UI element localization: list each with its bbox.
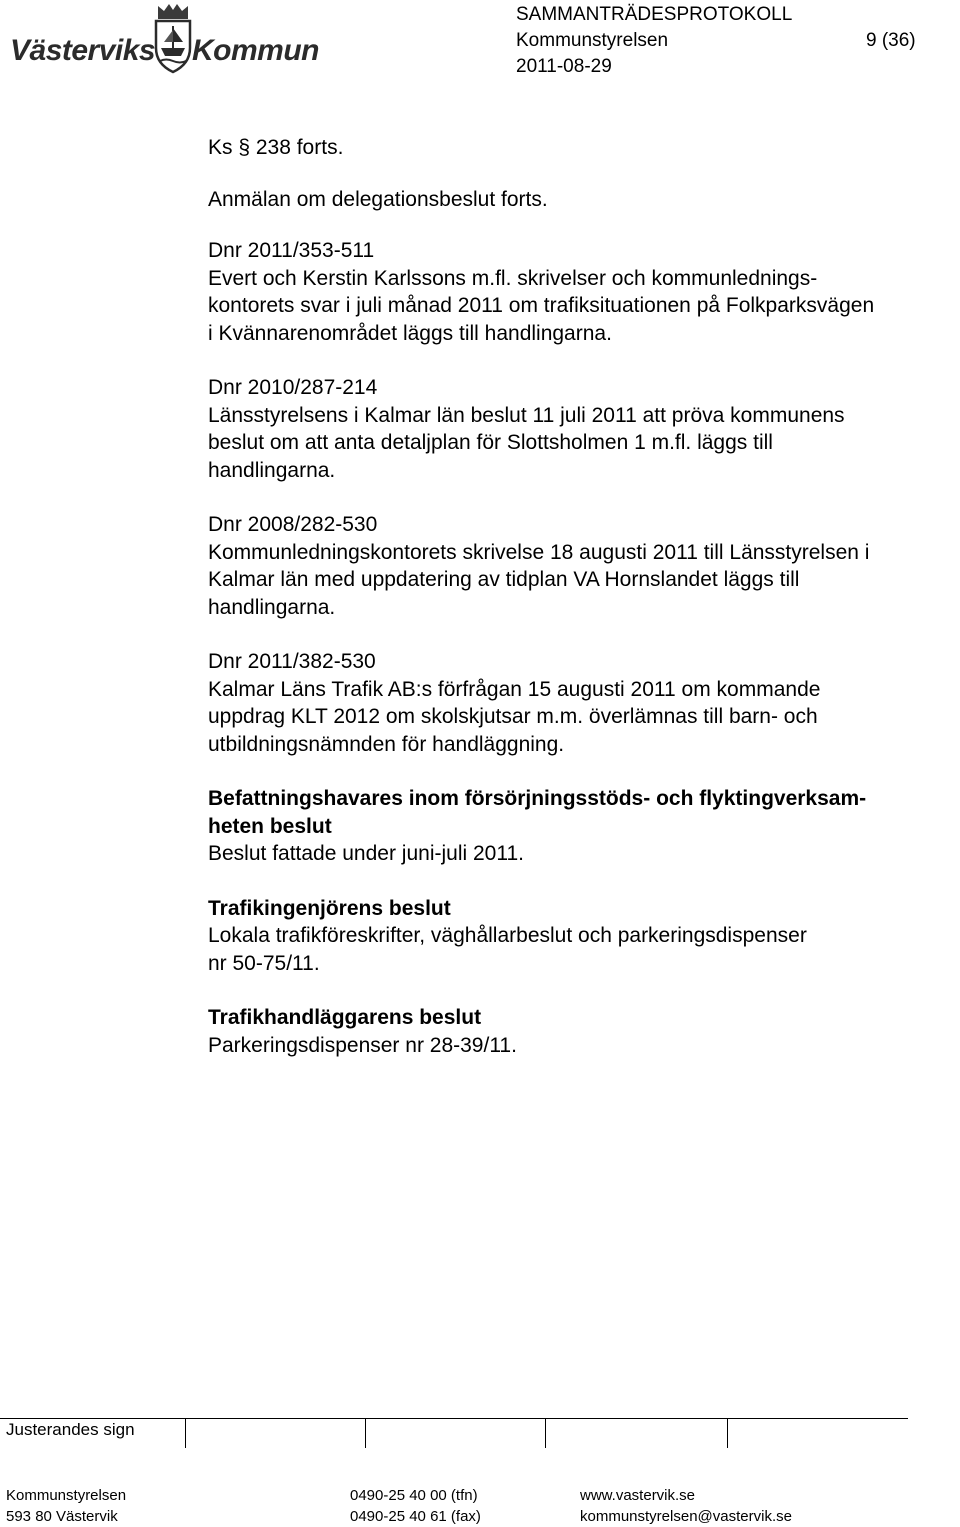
- signature-line: [0, 1418, 908, 1419]
- delegation-item: [208, 374, 960, 484]
- footer-org: Kommunstyrelsen: [6, 1487, 127, 1504]
- signature-divider: [727, 1418, 728, 1448]
- logo-text-right: Kommun: [192, 34, 319, 67]
- paragraph-reference: Ks § 238 forts.: [208, 136, 344, 159]
- item-text-line: handlingarna.: [208, 595, 336, 619]
- item-text-line: Kommunledningskontorets skrivelse 18 augusti 2011 till Länsstyrelsen i: [208, 540, 870, 564]
- decision-heading: Befattningshavares inom försörjningsstöds- och flyktingverksam-: [208, 787, 867, 810]
- municipality-logo: [10, 2, 320, 76]
- decision-text: Lokala trafikföreskrifter, väghållarbeslut och parkeringsdispenser: [208, 924, 807, 947]
- item-text-line: utbildningsnämnden för handläggning.: [208, 732, 565, 756]
- decision-block: [208, 895, 960, 978]
- item-text-line: Kalmar Läns Trafik AB:s förfrågan 15 augusti 2011 om kommande: [208, 677, 821, 701]
- footer-phone: 0490-25 40 00 (tfn): [350, 1487, 478, 1504]
- item-text-line: kontorets svar i juli månad 2011 om trafiksituationen på Folkparksvägen: [208, 294, 875, 317]
- footer-fax: 0490-25 40 61 (fax): [350, 1508, 481, 1525]
- decision-block: [208, 1004, 960, 1059]
- footer-address: 593 80 Västervik: [6, 1508, 118, 1525]
- decision-heading: heten beslut: [208, 814, 332, 838]
- decision-heading: Trafikhandläggarens beslut: [208, 1006, 482, 1029]
- item-text-line: handlingarna.: [208, 458, 336, 482]
- item-text-line: beslut om att anta detaljplan för Slottsholmen 1 m.fl. läggs till: [208, 431, 773, 454]
- item-text-line: i Kvännarenområdet läggs till handlingarna.: [208, 321, 612, 345]
- item-dnr: Dnr 2008/282-530: [208, 513, 378, 536]
- item-dnr: Dnr 2010/287-214: [208, 376, 378, 399]
- signature-label: Justerandes sign: [6, 1420, 135, 1439]
- item-text-line: Evert och Kerstin Karlssons m.fl. skrivelser och kommunlednings-: [208, 266, 818, 290]
- item-text-line: uppdrag KLT 2012 om skolskjutsar m.m. överlämnas till barn- och: [208, 705, 818, 728]
- footer-email: kommunstyrelsen@vastervik.se: [580, 1508, 792, 1525]
- delegation-item: [208, 237, 960, 347]
- protocol-body: [208, 134, 960, 1086]
- delegation-item: [208, 648, 960, 758]
- logo-text-left: Västerviks: [10, 34, 156, 67]
- signature-divider: [545, 1418, 546, 1448]
- page-number: 9 (36): [866, 30, 916, 51]
- decision-text: Parkeringsdispenser nr 28-39/11.: [208, 1033, 517, 1057]
- item-dnr: Dnr 2011/382-530: [208, 650, 376, 673]
- delegation-item: [208, 511, 960, 621]
- item-dnr: Dnr 2011/353-511: [208, 239, 375, 262]
- decision-block: [208, 785, 960, 868]
- coat-of-arms-icon: [150, 2, 196, 74]
- item-text-line: Kalmar län med uppdatering av tidplan VA Hornslandet läggs till: [208, 568, 800, 591]
- footer-website: www.vastervik.se: [580, 1487, 696, 1504]
- section-title: Anmälan om delegationsbeslut forts.: [208, 187, 548, 211]
- signature-divider: [365, 1418, 366, 1448]
- board-name: Kommunstyrelsen: [516, 30, 669, 51]
- meeting-date: 2011-08-29: [516, 56, 612, 77]
- document-title: SAMMANTRÄDESPROTOKOLL: [516, 4, 793, 25]
- decision-heading: Trafikingenjörens beslut: [208, 896, 451, 920]
- decision-text: nr 50-75/11.: [208, 951, 320, 975]
- signature-divider: [185, 1418, 186, 1448]
- decision-text: Beslut fattade under juni-juli 2011.: [208, 842, 524, 865]
- item-text-line: Länsstyrelsens i Kalmar län beslut 11 juli 2011 att pröva kommunens: [208, 403, 845, 427]
